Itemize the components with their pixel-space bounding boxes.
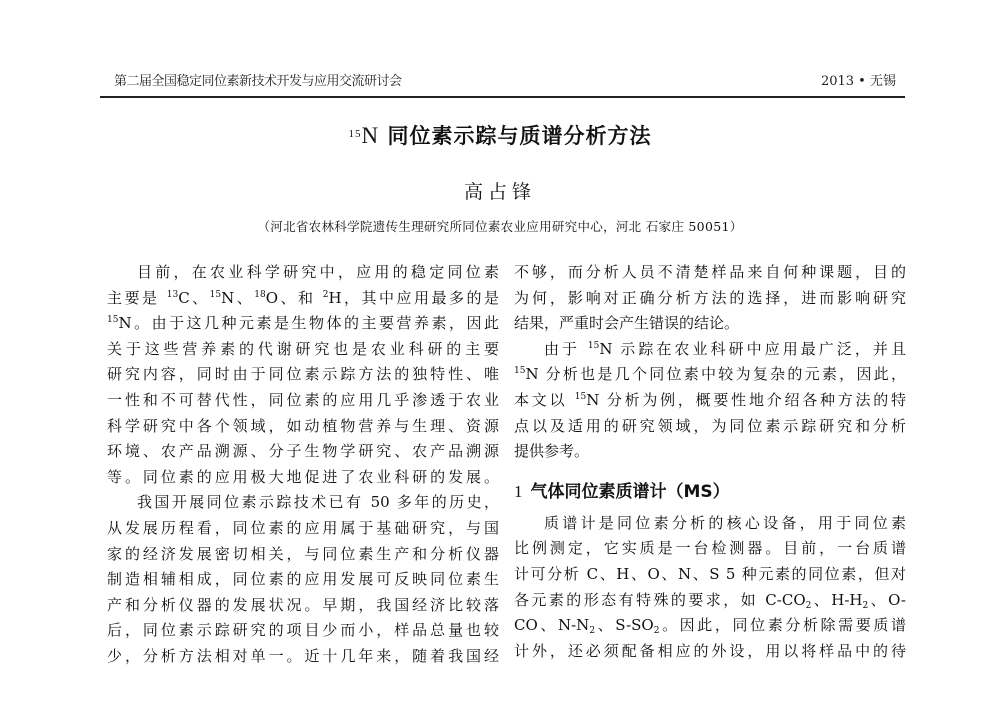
text-line: 关于这些营养素的代谢研究也是农业科研的主要 [107,339,499,358]
text-line: 等。同位素的应用极大地促进了农业科研的发展。 [107,467,499,486]
text-line: 比例测定，它实质是一台检测器。目前，一台质谱 [514,539,906,558]
conference-name: 第二届全国稳定同位素新技术开发与应用交流研讨会 [114,74,402,89]
author-affiliation: （河北省农林科学院遗传生理研究所同位素农业应用研究中心，河北 石家庄 50051） [257,219,743,234]
title-isotope-superscript: 15 [348,128,362,140]
text-line: CO、$N-N_2$、$S-SO_2$。因此，同位素分析除需要质谱 [514,616,906,637]
running-header [114,70,906,90]
text-line: $^{15}$N 分析也是几个同位素中较为复杂的元素，因此， [514,365,906,384]
paragraph [107,490,499,669]
text-line: 由于 $^{15}$N 示踪在农业科研中应用最广泛，并且 [544,339,906,358]
text-line: 家的经济发展密切相关，与同位素生产和分析仪器 [107,544,499,563]
text-line: 点以及适用的研究领域，为同位素示踪研究和分析 [514,416,906,435]
paragraph [107,260,499,490]
text-line: 主要是 $^{13}$C、$^{15}$N、$^{18}$O、和 $^2$H，其中应用最多的是 [107,288,499,307]
text-line: 各元素的形态有特殊的要求，如 $C-CO_2$、$H-H_2$、O- [514,590,907,611]
text-line: 研究内容，同时由于同位素示踪方法的独特性、唯 [107,365,499,384]
paragraph [514,337,906,465]
paper-title [0,120,1000,150]
right-column [514,260,906,664]
text-line: 科学研究中各个领域，如动植物营养与生理、资源 [107,416,499,435]
text-line: 产和分析仪器的发展状况。早期，我国经济比较落 [107,595,499,614]
author-name: 高占锋 [463,181,536,203]
section-number: 1 [514,481,523,501]
text-line: 结果，严重时会产生错误的结论。 [514,314,740,333]
header-rule [100,96,905,98]
text-line: 为何，影响对正确分析方法的选择，进而影响研究 [514,288,906,307]
section-title: 气体同位素质谱计（MS） [530,481,730,502]
left-column [107,260,499,670]
title-text: 同位素示踪与质谱分析方法 [379,124,652,148]
text-line: 计可分析 C、H、O、N、S 5 种元素的同位素，但对 [514,564,906,583]
text-line: 一性和不可替代性，同位素的应用几乎渗透于农业 [107,390,499,409]
text-line: 我国开展同位素示踪技术已有 50 多年的历史， [137,493,499,512]
text-line: 环境、农产品溯源、分子生物学研究、农产品溯源 [107,442,499,461]
text-line: 少，分析方法相对单一。近十几年来，随着我国经 [107,646,499,665]
paragraph [514,260,906,337]
paragraph [514,511,906,665]
text-line: 制造相辅相成，同位素的应用发展可反映同位素生 [107,570,499,589]
text-line: 计外，还必须配备相应的外设，用以将样品中的待 [514,641,906,660]
text-line: 从发展历程看，同位素的应用属于基础研究，与国 [107,518,499,537]
section-heading [514,479,906,505]
text-line: 目前，在农业科学研究中，应用的稳定同位素 [137,263,499,281]
text-line: 不够，而分析人员不清楚样品来自何种课题，目的 [514,263,906,281]
text-line: 提供参考。 [514,442,590,461]
title-element: N [361,123,380,148]
text-line: 后，同位素示踪研究的项目少而小，样品总量也较 [107,621,499,640]
year-place: 2013 • 无锡 [820,74,896,89]
text-line: 本文以 $^{15}$N 分析为例，概要性地介绍各种方法的特 [514,390,906,409]
text-line: $^{15}$N。由于这几种元素是生物体的主要营养素，因此 [107,314,499,333]
text-line: 质谱计是同位素分析的核心设备，用于同位素 [544,513,906,532]
